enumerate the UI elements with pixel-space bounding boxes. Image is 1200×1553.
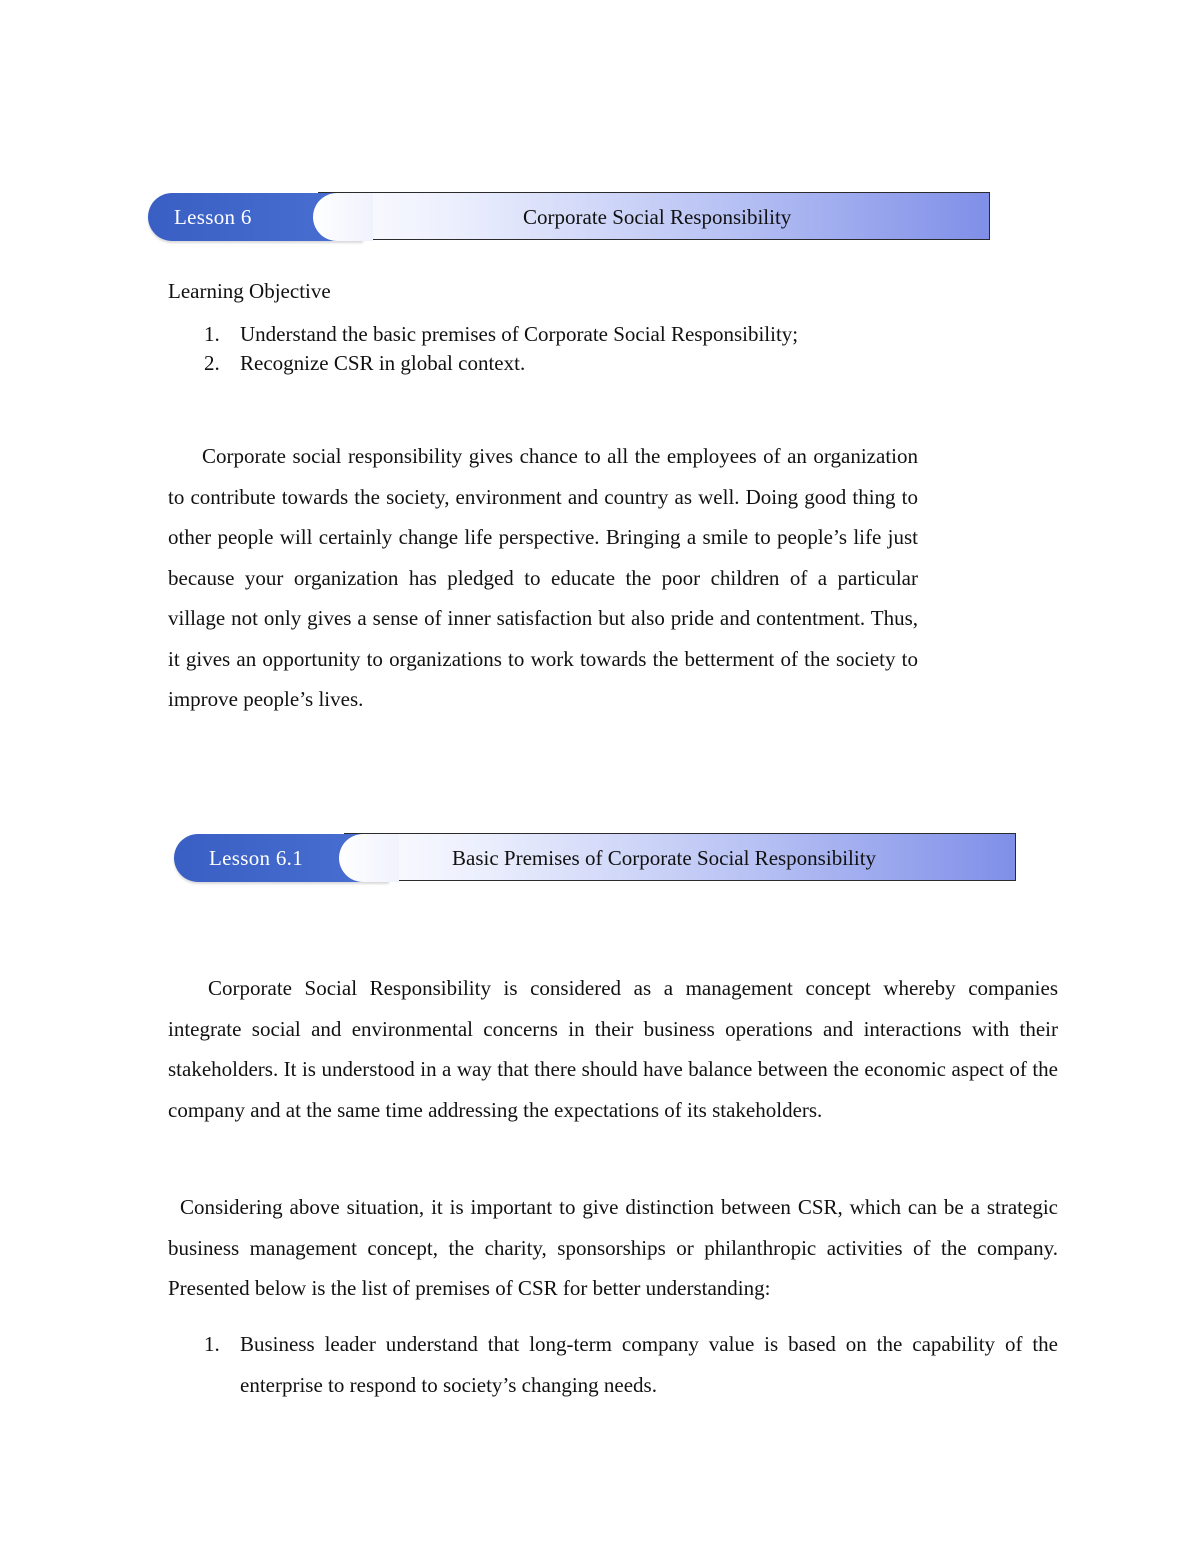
list-number: 2. (204, 351, 220, 375)
lesson-number: Lesson 6 (174, 205, 252, 229)
lesson-6-1-banner (174, 833, 1017, 881)
learning-objective-list (168, 322, 798, 380)
lesson-number: Lesson 6.1 (209, 846, 303, 870)
lesson-title: Basic Premises of Corporate Social Responsibility (452, 846, 877, 870)
list-text: Understand the basic premises of Corporate Social Responsibility; (240, 322, 799, 346)
intro-paragraph: Corporate social responsibility gives chance to all the employees of an organization to contribute towards the society, environment and country as well. Doing good thing to other people will certainly change life perspective. Bringing a smile to people’s life just because your organization has pledged to educate the poor children of a particular village not only gives a sense of inner satisfaction but also pride and contentment. Thus, it gives an opportunity to organizations to work towards the betterment of the society to improve people’s lives. (168, 444, 918, 711)
learning-objective-heading: Learning Objective (168, 279, 331, 303)
premises-list (168, 1324, 1058, 1405)
banner-pill-curve (313, 193, 373, 241)
banner-pill-curve (339, 834, 399, 882)
lesson-6-banner (148, 192, 990, 240)
list-number: 1. (204, 1332, 220, 1356)
lesson-title: Corporate Social Responsibility (523, 205, 792, 229)
csr-definition-paragraph: Corporate Social Responsibility is considered as a management concept whereby companies integrate social and environmental concerns in their business operations and interactions with their stakeholders. It is understood in a way that there should have balance between the economic aspect of the company and at the same time addressing the expectations of its stakeholders. (168, 976, 1058, 1122)
list-item (168, 1324, 1058, 1405)
list-text: Recognize CSR in global context. (240, 351, 526, 375)
csr-distinction-paragraph: Considering above situation, it is important to give distinction between CSR, which can be a strategic business management concept, the charity, sponsorships or philanthropic activities of the company. Presented below is the list of premises of CSR for better understanding: (168, 1195, 1058, 1300)
list-item (168, 351, 798, 380)
list-number: 1. (204, 322, 220, 346)
list-item (168, 322, 798, 351)
list-text: Business leader understand that long-term company value is based on the capability of the enterprise to respond to society’s changing needs. (240, 1332, 1058, 1397)
